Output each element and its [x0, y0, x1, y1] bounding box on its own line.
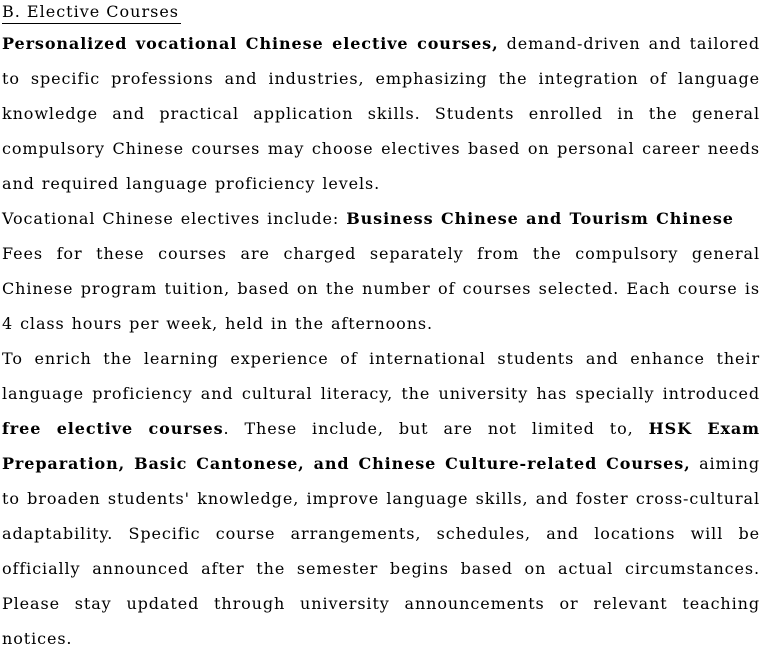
bold-phrase: free elective courses: [2, 419, 224, 438]
paragraph-personalized-electives: [2, 26, 760, 201]
paragraph-vocational-electives: [2, 201, 760, 236]
paragraph-fees: Fees for these courses are charged separately from the compulsory general Chinese program tuition, based on the number of courses selected. Each course is 4 class hours per week, held in the afternoons.: [2, 244, 760, 333]
section-heading: [2, 0, 760, 26]
section-heading-text: B. Elective Courses: [2, 0, 181, 24]
paragraph-free-electives: [2, 341, 760, 656]
paragraph-text: demand-driven and tailored to specific professions and industries, emphasizing the integration of language knowledge and practical application skills. Students enrolled in the general compulsory Chinese courses may choose electives based on personal career needs and required language proficiency levels.: [2, 34, 760, 193]
bold-phrase: HSK Exam Preparation, Basic Cantonese, and Chinese Culture-related Courses,: [2, 419, 760, 473]
bold-phrase: Business Chinese and Tourism Chinese: [346, 209, 734, 228]
paragraph-text: Vocational Chinese electives include:: [2, 209, 347, 228]
paragraph-text: . These include, but are not limited to,: [223, 419, 649, 438]
bold-phrase: Personalized vocational Chinese elective courses,: [2, 34, 499, 53]
paragraph-text: To enrich the learning experience of international students and enhance their language proficiency and cultural literacy, the university has specially introduced: [2, 349, 760, 403]
paragraph-text: aiming to broaden students' knowledge, improve language skills, and foster cross-cultural adaptability. Specific course arrangements, schedules, and locations will be officially announced after the semester begins based on actual circumstances. Please stay updated through university announcements or relevant teaching notices.: [2, 454, 760, 648]
